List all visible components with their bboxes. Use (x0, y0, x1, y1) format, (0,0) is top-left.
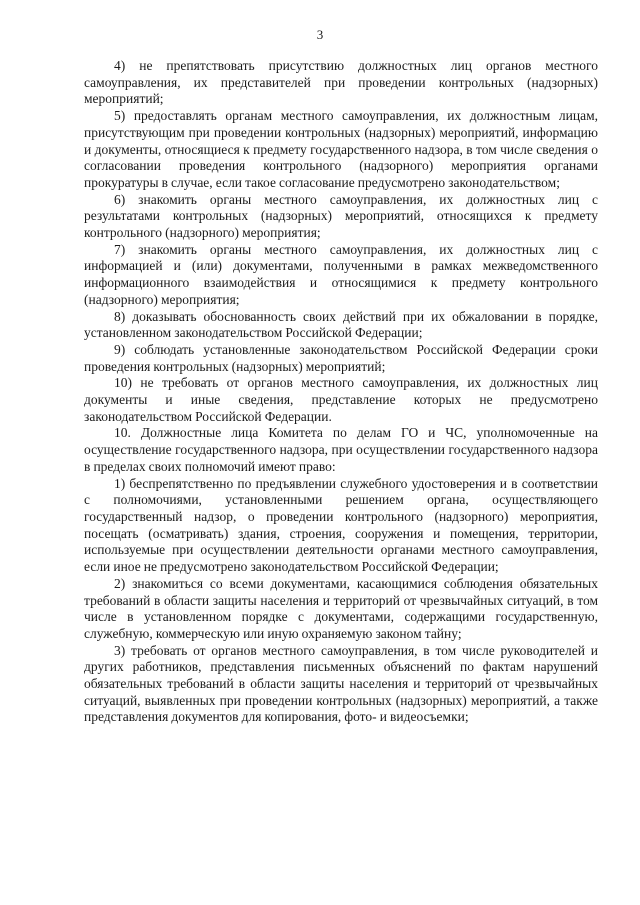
right-item-3: 3) требовать от органов местного самоуправления, в том числе руководителей и других работников, представления письменных объяснений по фактам нарушений обязательных требований в области защиты населения и территорий от чрезвычайных ситуаций, выявленных при проведении контрольных (надзорных) мероприятий, а также представления документов для копирования, фото- и видеосъемки; (84, 642, 598, 725)
right-item-2: 2) знакомиться со всеми документами, касающимися соблюдения обязательных требований в области защиты населения и территорий от чрезвычайных ситуаций, в том числе в установленном порядке с документами, содержащими государственную, служебную, коммерческую или иную охраняемую законом тайну; (84, 575, 598, 641)
document-body (84, 58, 598, 726)
paragraph-item-6: 6) знакомить органы местного самоуправления, их должностных лиц с результатами контрольных (надзорных) мероприятий, относящихся к предмету контрольного (надзорного) мероприятия; (84, 191, 598, 241)
paragraph-item-9: 9) соблюдать установленные законодательством Российской Федерации сроки проведения контрольных (надзорных) мероприятий; (84, 341, 598, 374)
paragraph-item-4: 4) не препятствовать присутствию должностных лиц органов местного самоуправления, их представителей при проведении контрольных (надзорных) мероприятий; (84, 58, 598, 107)
paragraph-item-5: 5) предоставлять органам местного самоуправления, их должностным лицам, присутствующим при проведении контрольных (надзорных) мероприятий, информацию и документы, относящиеся к предмету государственного надзора, в том числе сведения о согласовании проведения контрольного (надзорного) мероприятия органами прокуратуры в случае, если такое согласование предусмотрено законодательством; (84, 108, 598, 190)
paragraph-item-10: 10) не требовать от органов местного самоуправления, их должностных лиц документы и иные сведения, представление которых не предусмотрено законодательством Российской Федерации. (84, 375, 598, 424)
page-number: 3 (316, 27, 324, 42)
section-10-heading: 10. Должностные лица Комитета по делам ГО и ЧС, уполномоченные на осуществление государственного надзора, при осуществлении государственного надзора в пределах своих полномочий имеют право: (84, 425, 598, 474)
paragraph-item-8: 8) доказывать обоснованность своих действий при их обжаловании в порядке, установленном законодательством Российской Федерации; (84, 308, 598, 341)
right-item-1: 1) беспрепятственно по предъявлении служебного удостоверения и в соответствии с полномочиями, установленными решением органа, осуществляющего государственный надзор, о проведении контрольного (надзорного) мероприятия, посещать (осматривать) здания, строения, сооружения и помещения, территории, используемые при осуществлении деятельности органами местного самоуправления, если иное не предусмотрено законодательством Российской Федерации; (84, 475, 598, 575)
paragraph-item-7: 7) знакомить органы местного самоуправления, их должностных лиц с информацией и (или) документами, полученными в рамках межведомственного информационного взаимодействия и относящимися к предмету контрольного (надзорного) мероприятия; (84, 241, 598, 307)
